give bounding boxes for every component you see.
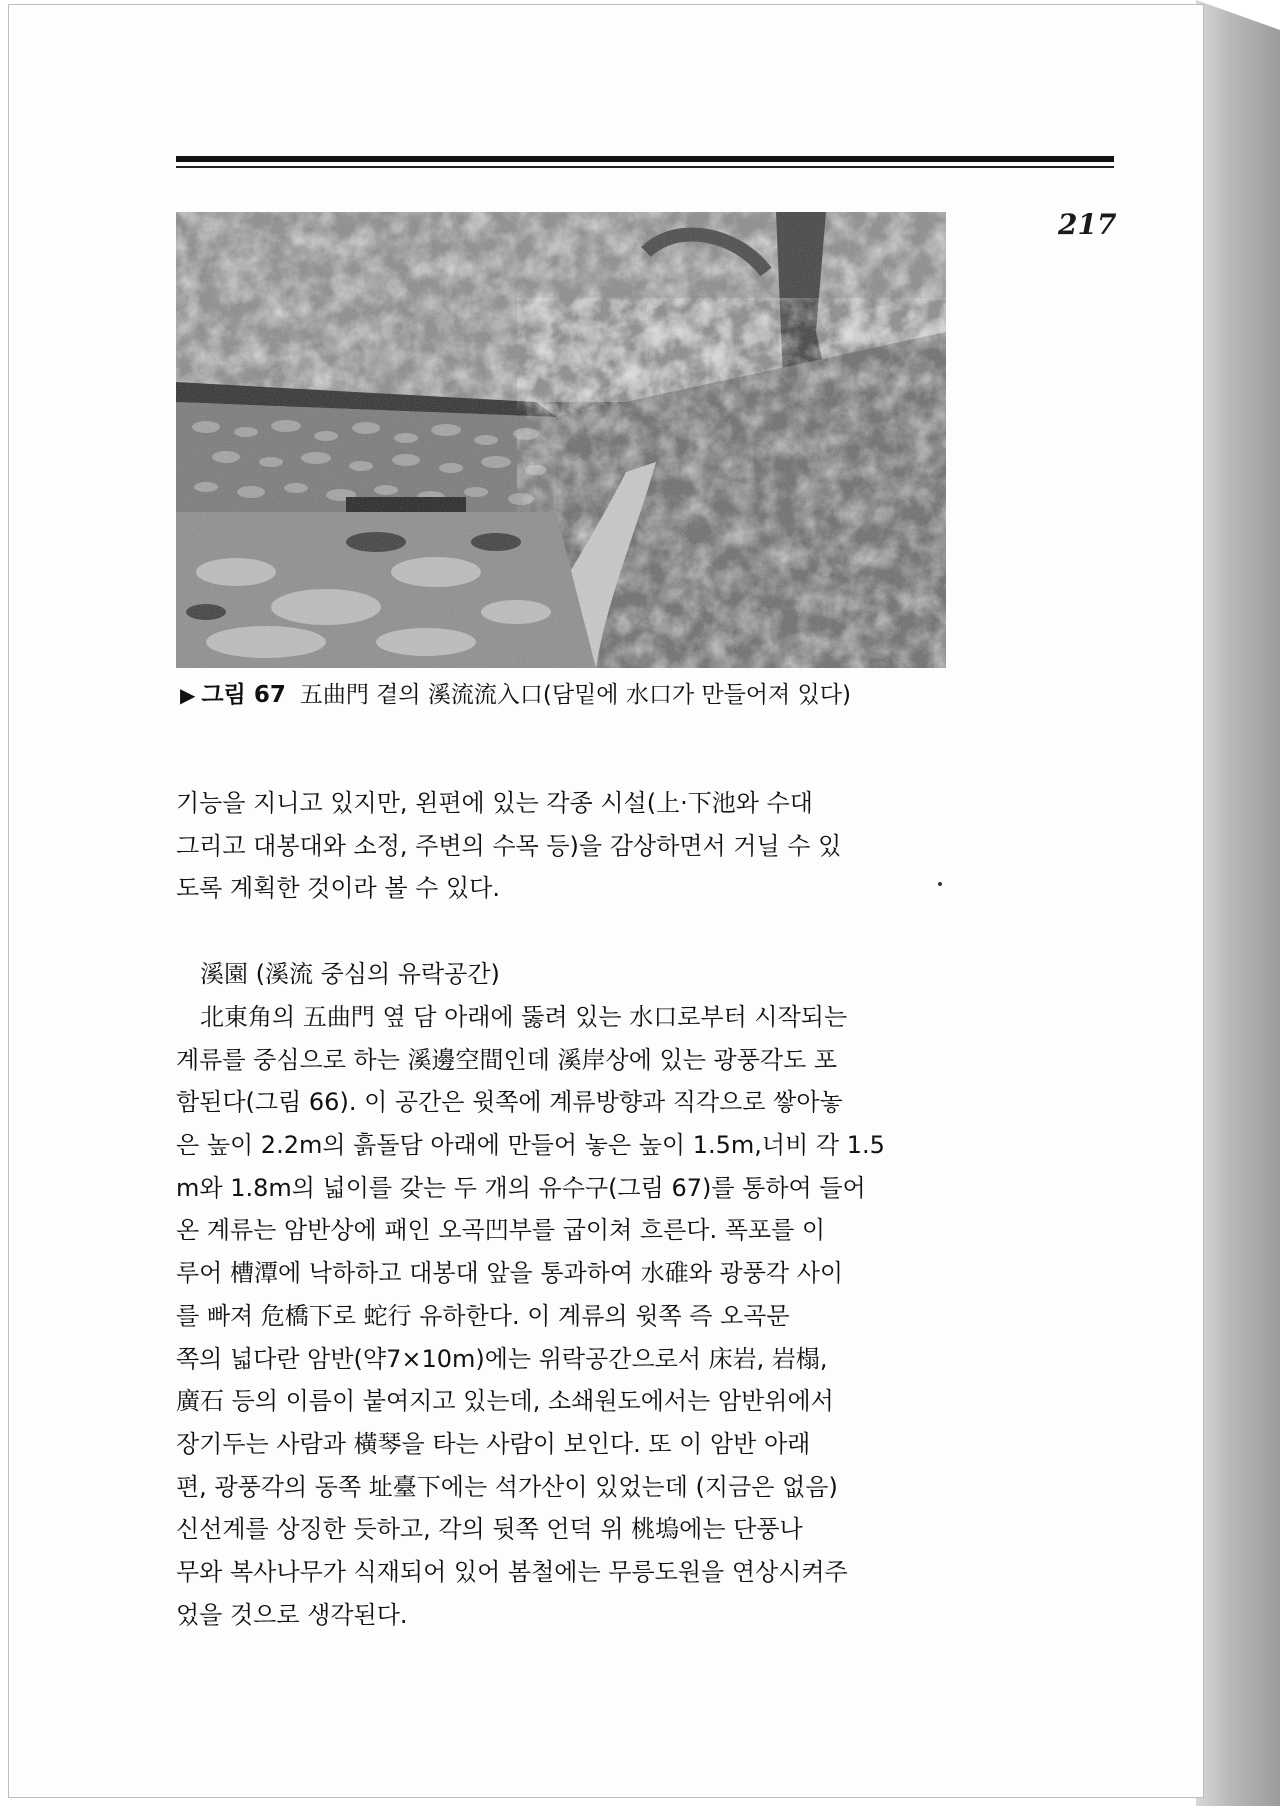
header-rule <box>176 156 1114 162</box>
caption-label: 그림 67 <box>201 682 286 708</box>
paragraph-line: 었을 것으로 생각된다. <box>176 1600 408 1629</box>
paragraph-line: 계류를 중심으로 하는 溪邊空間인데 溪岸상에 있는 광풍각도 포 <box>176 1045 838 1074</box>
figure-caption <box>180 676 1000 709</box>
paragraph-line: 쪽의 넓다란 암반(약7×10m)에는 위락공간으로서 床岩, 岩榻, <box>176 1344 828 1373</box>
paragraph-line: 北東角의 五曲門 옆 담 아래에 뚫려 있는 水口로부터 시작되는 <box>200 1003 848 1031</box>
paragraph-line: 그리고 대봉대와 소정, 주변의 수목 등)을 감상하면서 거닐 수 있 <box>176 831 842 860</box>
page-stack-edge <box>1196 0 1280 1806</box>
paragraph-line: 신선계를 상징한 듯하고, 각의 뒷쪽 언덕 위 桃塢에는 단풍나 <box>176 1515 803 1544</box>
paragraph-line: 편, 광풍각의 동쪽 址臺下에는 석가산이 있었는데 (지금은 없음) <box>176 1472 838 1501</box>
paragraph-line: 를 빠져 危橋下로 蛇行 유하한다. 이 계류의 윗쪽 즉 오곡문 <box>176 1301 790 1330</box>
paragraph-line: 은 높이 2.2m의 흙돌담 아래에 만들어 놓은 높이 1.5m,너비 각 1.5 <box>176 1131 885 1160</box>
caption-marker-icon: ▶ <box>180 683 196 707</box>
paragraph-line: 廣石 등의 이름이 붙여지고 있는데, 소쇄원도에서는 암반위에서 <box>176 1387 834 1416</box>
figure-photo <box>176 212 946 668</box>
header-rule-thin <box>176 166 1114 168</box>
paragraph-1 <box>176 782 956 910</box>
paragraph-line: 장기두는 사람과 橫琴을 타는 사람이 보인다. 또 이 암반 아래 <box>176 1429 811 1458</box>
paragraph-line: 루어 槽潭에 낙하하고 대봉대 앞을 통과하여 水碓와 광풍각 사이 <box>176 1259 844 1288</box>
photo-stream-stone-wall-icon <box>176 212 946 668</box>
paragraph-2 <box>176 996 956 1636</box>
paragraph-line: 무와 복사나무가 식재되어 있어 봄철에는 무릉도원을 연상시켜주 <box>176 1557 848 1586</box>
stray-dot <box>938 882 942 886</box>
caption-text: 五曲門 곁의 溪流流入口(담밑에 水口가 만들어져 있다) <box>299 682 851 708</box>
paragraph-line: 함된다(그림 66). 이 공간은 윗쪽에 계류방향과 직각으로 쌓아놓 <box>176 1088 843 1117</box>
paragraph-line: 기능을 지니고 있지만, 왼편에 있는 각종 시설(上·下池와 수대 <box>176 789 813 817</box>
paragraph-line: 온 계류는 암반상에 패인 오곡凹부를 굽이쳐 흐른다. 폭포를 이 <box>176 1216 826 1245</box>
page-number: 217 <box>1058 208 1117 241</box>
section-title: 溪園 (溪流 중심의 유락공간) <box>200 960 500 988</box>
paragraph-line: m와 1.8m의 넓이를 갖는 두 개의 유수구(그림 67)를 통하여 들어 <box>176 1173 866 1202</box>
paragraph-line: 도록 계획한 것이라 볼 수 있다. <box>176 874 500 903</box>
